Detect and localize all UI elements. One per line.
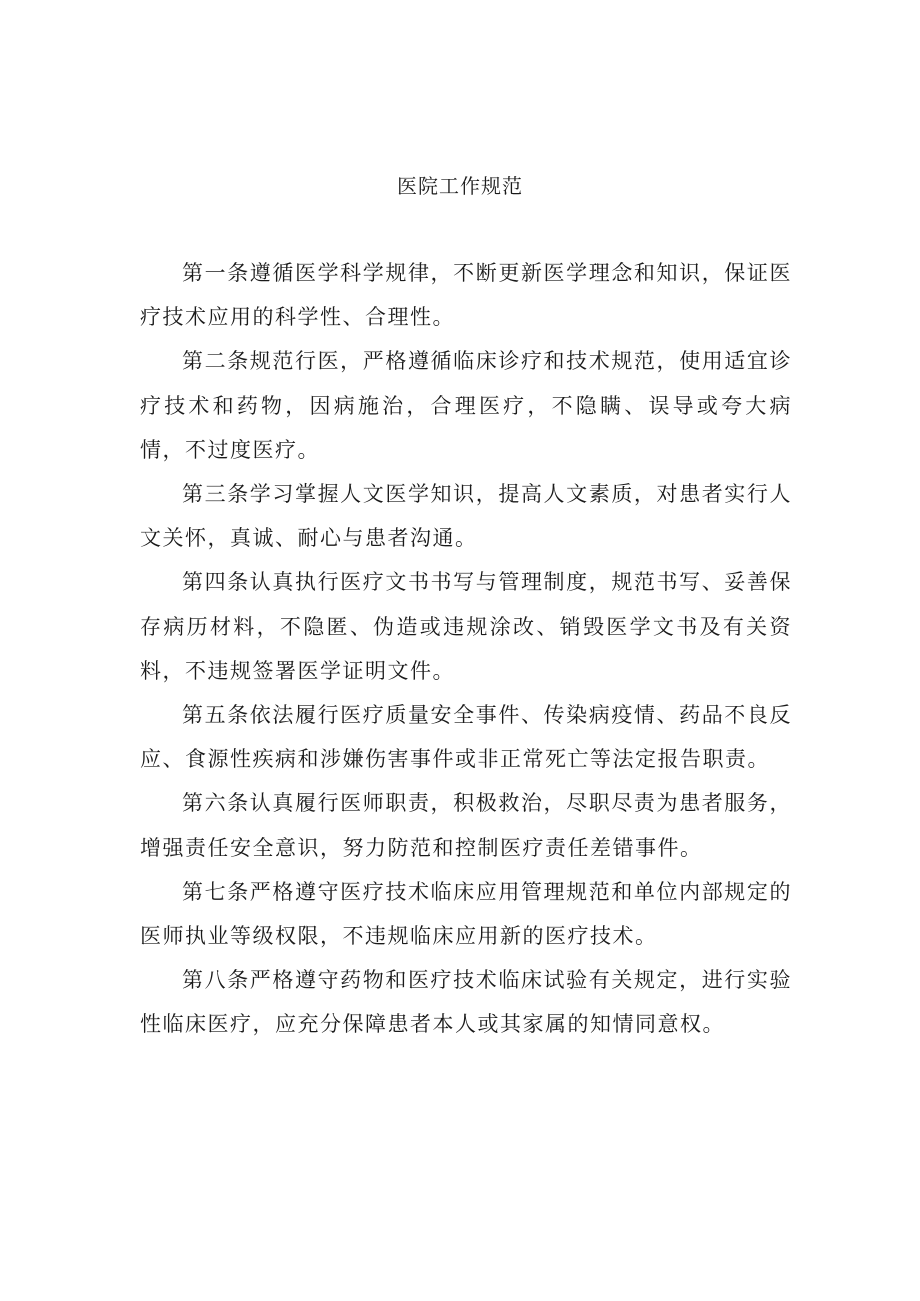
article-4: 第四条认真执行医疗文书书写与管理制度，规范书写、妥善保存病历材料，不隐匿、伪造或违规涂改、销毁医学文书及有关资料，不违规签署医学证明文件。 [140,570,792,683]
article-7: 第七条严格遵守医疗技术临床应用管理规范和单位内部规定的医师执业等级权限，不违规临床应用新的医疗技术。 [140,879,792,949]
article-5: 第五条依法履行医疗质量安全事件、传染病疫情、药品不良反应、食源性疾病和涉嫌伤害事件或非正常死亡等法定报告职责。 [140,703,792,772]
document-body [140,251,792,1047]
article-6: 第六条认真履行医师职责，积极救治，尽职尽责为患者服务，增强责任安全意识，努力防范和控制医疗责任差错事件。 [140,791,792,860]
article-2: 第二条规范行医，严格遵循临床诊疗和技术规范，使用适宜诊疗技术和药物，因病施治，合理医疗，不隐瞒、误导或夸大病情，不过度医疗。 [140,349,792,462]
article-3: 第三条学习掌握人文医学知识，提高人文素质，对患者实行人文关怀，真诚、耐心与患者沟通。 [140,482,792,551]
article-8: 第八条严格遵守药物和医疗技术临床试验有关规定，进行实验性临床医疗，应充分保障患者本人或其家属的知情同意权。 [140,968,792,1037]
article-1: 第一条遵循医学科学规律，不断更新医学理念和知识，保证医疗技术应用的科学性、合理性。 [140,261,792,330]
document-title: 医院工作规范 [397,174,523,198]
